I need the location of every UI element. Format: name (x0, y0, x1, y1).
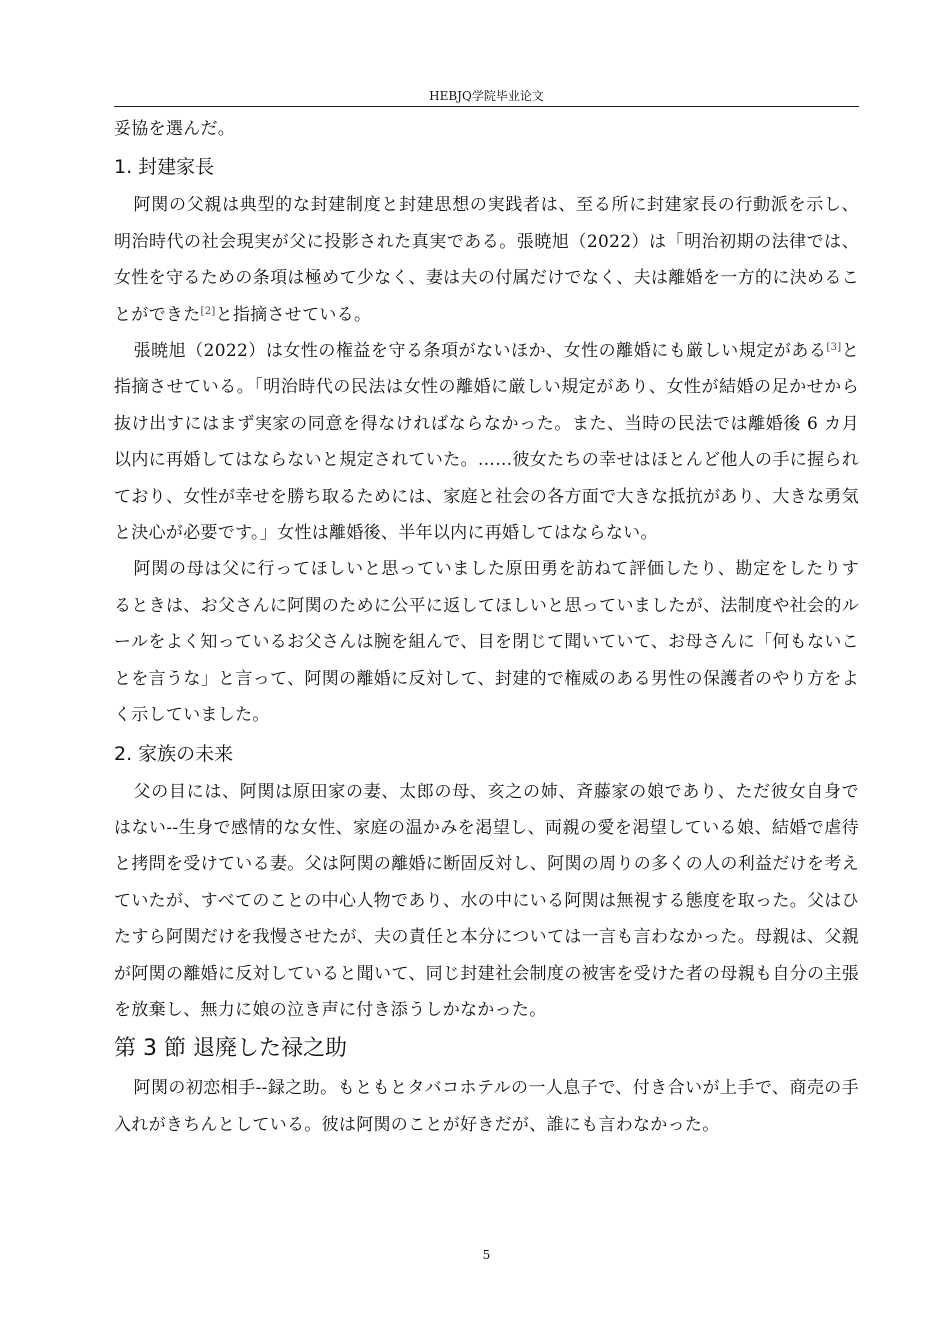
section-heading-rokunosuke: 第 3 節 退廃した禄之助 (114, 1036, 347, 1062)
paragraph-text: 阿関の父親は典型的な封建制度と封建思想の実践者は、至る所に封建家長の行動派を示し、明治時代の社会現実が父に投影された真実である。張暁旭（2022）は「明治初期の法律では、女性を守るための条項は極めて少なく、妻は夫の付属だけでなく、夫は離婚を一方的に決めることができた (114, 195, 859, 325)
body-text (114, 111, 859, 1143)
citation-ref: [2] (200, 305, 216, 317)
subsection-heading-family-future: 2. 家族の未来 (114, 742, 234, 765)
intro-paragraph: 妥協を選んだ。 (114, 119, 236, 139)
paragraph-text: と指摘させている。「明治時代の民法は女性の離婚に厳しい規定があり、女性が結婚の足かせから抜け出すにはまず実家の同意を得なければならなかった。また、当時の民法では離婚後 6 カ月以内に再婚してはならないと規定されていた。……彼女たちの幸せはほとんど他人の手に握られており、女性が幸せを勝ち取るためには、家庭と社会の各方面で大きな抵抗があり、大きな勇気と決心が必要です。」女性は離婚後、半年以内に再婚してはならない。 (114, 341, 859, 544)
subsection-heading-feudal-patriarch: 1. 封建家長 (114, 156, 215, 179)
paragraph-text: 張暁旭（2022）は女性の権益を守る条項がないほか、女性の離婚にも厳しい規定がある (133, 341, 827, 362)
paragraph: 父の目には、阿関は原田家の妻、太郎の母、亥之の姉、斉藤家の娘であり、ただ彼女自身ではない--生身で感情的な女性、家庭の温かみを渇望し、両親の愛を渇望している娘、結婚で虐待と拷問を受けている妻。父は阿関の離婚に断固反対し、阿関の周りの多くの人の利益だけを考えていたが、すべてのことの中心人物であり、水の中にいる阿関は無視する態度を取った。父はひたすら阿関だけを我慢させたが、夫の責任と本分については一言も言わなかった。母親は、父親が阿関の離婚に反対していると聞いて、同じ封建社会制度の被害を受けた者の母親も自分の主張を放棄し、無力に娘の泣き声に付き添うしかなかった。 (114, 781, 859, 1020)
running-header: HEBJQ学院毕业论文 (429, 89, 544, 103)
header-rule (114, 106, 859, 107)
page-number: 5 (482, 1248, 491, 1262)
paragraph (114, 333, 859, 551)
citation-ref: [3] (826, 342, 842, 354)
paragraph: 阿関の母は父に行ってほしいと思っていました原田勇を訪ねて評価したり、勘定をしたりするときは、お父さんに阿関のために公平に返してほしいと思っていましたが、法制度や社会的ルールをよく知っているお父さんは腕を組んで、目を閉じて聞いていて、お母さんに「何もないことを言うな」と言って、阿関の離婚に反対して、封建的で権威のある男性の保護者のやり方をよく示していました。 (114, 559, 859, 726)
paragraph (114, 187, 859, 333)
paragraph: 阿関の初恋相手--録之助。もともとタバコホテルの一人息子で、付き合いが上手で、商売の手入れがきちんとしている。彼は阿関のことが好きだが、誰にも言わなかった。 (114, 1078, 859, 1135)
paragraph-text: と指摘させている。 (215, 304, 372, 325)
